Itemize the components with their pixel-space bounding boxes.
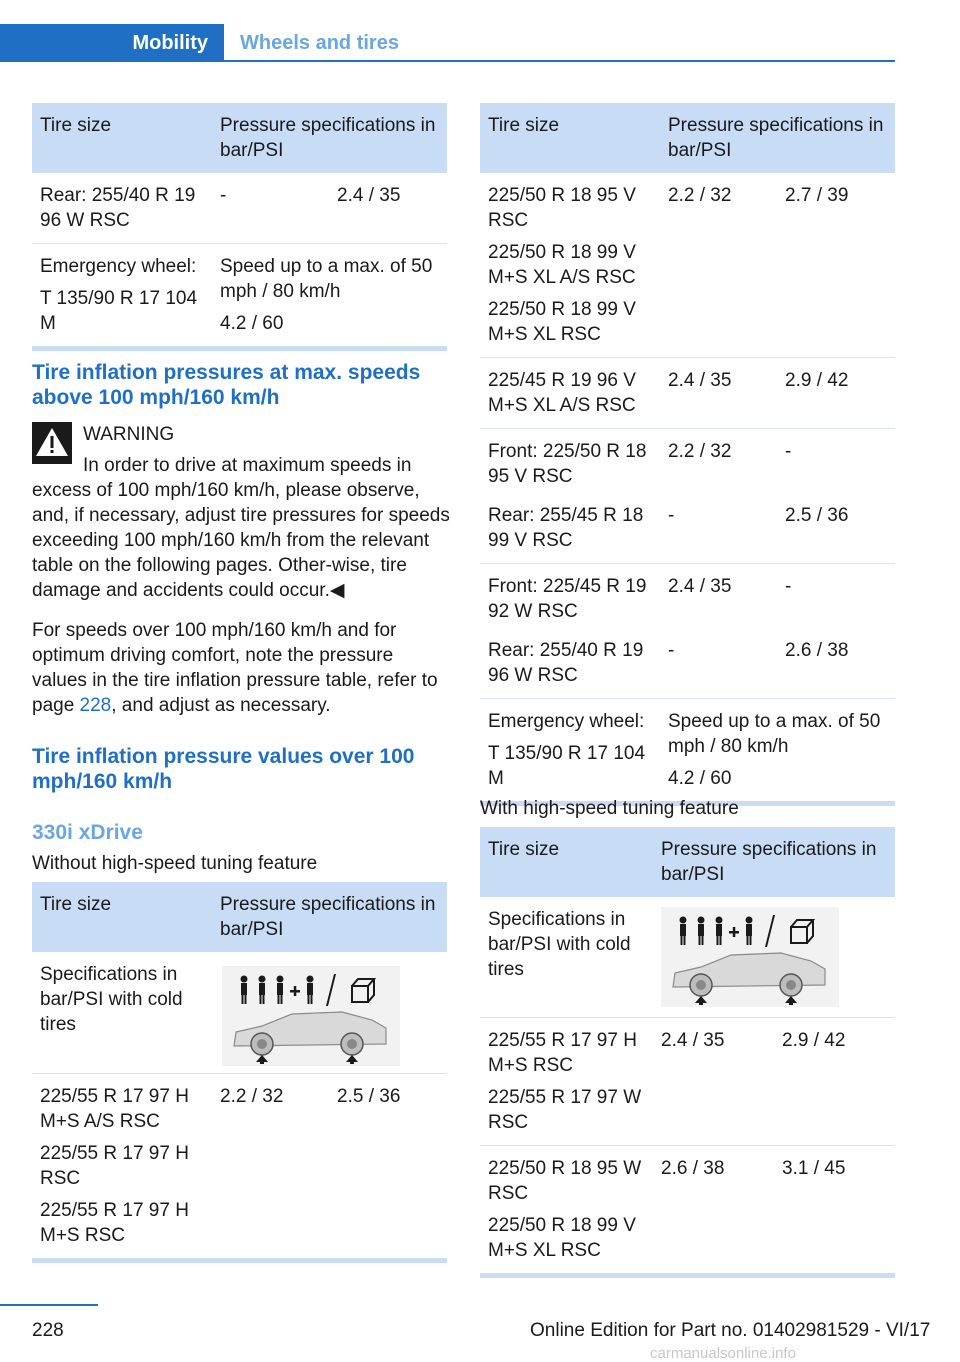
occupants-luggage-icon: [222, 966, 400, 1066]
pressure-front: 2.6 / 38: [661, 1158, 725, 1179]
tire-size: 225/50 R 18 99 V M+S XL A/S RSC: [488, 242, 636, 288]
caption-high-speed: With high-speed tuning feature: [480, 798, 739, 819]
occupancy-icon: [661, 907, 839, 1007]
model-caption: Without high-speed tuning feature: [32, 853, 318, 874]
table-row: [480, 499, 895, 564]
body-paragraph: [32, 618, 442, 718]
spec-label: Specifications in bar/PSI with cold tires: [40, 964, 183, 1035]
col-pressure: Pressure specifications in bar/PSI: [661, 839, 877, 885]
table-row: [480, 699, 895, 801]
tire-size: Front: 225/45 R 19 92 W RSC: [488, 576, 647, 622]
warning-text: [32, 453, 452, 603]
pressure-front: 2.4 / 35: [661, 1030, 725, 1051]
col-pressure: Pressure specifications in bar/PSI: [668, 115, 884, 161]
tire-size: 225/55 R 17 97 W RSC: [488, 1087, 642, 1133]
col-tire-size: Tire size: [40, 894, 112, 915]
paragraph-text: For speeds over 100 mph/160 km/h and for optimum driving comfort, note the pressure values in the tire inflation pressure table, refer to page: [32, 620, 438, 716]
table-row: [480, 1146, 895, 1273]
pressure-value: 4.2 / 60: [668, 768, 732, 789]
table-emergency-left: [32, 103, 447, 351]
table-header: [480, 103, 895, 173]
tire-size: 225/55 R 17 97 H RSC: [40, 1143, 189, 1189]
tire-size: 225/50 R 18 95 V RSC: [488, 185, 636, 231]
pressure-rear: 2.6 / 38: [785, 640, 849, 661]
table-row: [480, 358, 895, 429]
pressure-rear: 2.9 / 42: [785, 370, 849, 391]
section-heading: Tire inflation pressure values over 100 mph/160 km/h: [32, 745, 415, 793]
col-pressure: Pressure specifications in bar/PSI: [220, 115, 436, 161]
tire-size: Emergency wheel:: [488, 711, 645, 732]
pressure-front: 2.2 / 32: [220, 1086, 284, 1107]
warning-body: In order to drive at maximum speeds in excess of 100 mph/160 km/h, please observe, and, if necessary, adjust tire pressures for speeds exceeding 100 mph/160 km/h from the relevant table on the following pages. Other-wise, tire damage and accidents could occur.◀: [32, 455, 450, 601]
table-row: [480, 564, 895, 634]
table-row: [32, 173, 447, 244]
col-tire-size: Tire size: [488, 839, 560, 860]
tire-size: 225/55 R 17 97 H M+S RSC: [40, 1200, 189, 1246]
occupancy-icon: [222, 966, 400, 1066]
table-end-bar: [480, 1273, 895, 1278]
pressure-rear: 2.5 / 36: [337, 1086, 401, 1107]
tire-size: 225/50 R 18 95 W RSC: [488, 1158, 642, 1204]
table-row: [480, 1018, 895, 1146]
tire-size: Rear: 255/40 R 19 96 W RSC: [488, 640, 644, 686]
pressure-rear: 2.9 / 42: [782, 1030, 846, 1051]
page-number: 228: [32, 1320, 64, 1341]
table-row-spec: [32, 952, 447, 1074]
page-header: [0, 24, 895, 62]
tire-size: T 135/90 R 17 104 M: [40, 288, 198, 334]
header-rule: [0, 60, 895, 62]
table-header: [480, 827, 895, 897]
tire-size: 225/55 R 17 97 H M+S A/S RSC: [40, 1086, 189, 1132]
table-row: [32, 244, 447, 346]
tire-size: 225/50 R 18 99 V M+S XL RSC: [488, 299, 636, 345]
table-with-tuning: [480, 827, 895, 1278]
tire-size: Emergency wheel:: [40, 256, 197, 277]
pressure-rear: -: [785, 576, 792, 597]
section-heading: Tire inflation pressures at max. speeds above 100 mph/160 km/h: [32, 361, 421, 409]
pressure-rear: 2.4 / 35: [337, 185, 401, 206]
spec-label: Specifications in bar/PSI with cold tires: [488, 909, 631, 980]
paragraph-text: , and adjust as necessary.: [111, 695, 331, 716]
footer-rule: [0, 1304, 98, 1306]
table-row: [32, 1074, 447, 1258]
pressure-rear: -: [785, 441, 792, 462]
tire-size: Front: 225/50 R 18 95 V RSC: [488, 441, 647, 487]
pressure-front: -: [220, 185, 227, 206]
pressure-front: 2.2 / 32: [668, 441, 732, 462]
tire-size: Rear: 255/45 R 18 99 V RSC: [488, 505, 644, 551]
pressure-value: 4.2 / 60: [220, 313, 284, 334]
pressure-front: -: [668, 505, 675, 526]
col-tire-size: Tire size: [488, 115, 560, 136]
table-header: [32, 103, 447, 173]
pressure-front: 2.2 / 32: [668, 185, 732, 206]
tire-size: 225/50 R 18 99 V M+S XL RSC: [488, 1215, 636, 1261]
tire-size: 225/55 R 17 97 H M+S RSC: [488, 1030, 637, 1076]
pressure-front: 2.4 / 35: [668, 370, 732, 391]
pressure-rear: 2.5 / 36: [785, 505, 849, 526]
tire-size: 225/45 R 19 96 V M+S XL A/S RSC: [488, 370, 636, 416]
table-end-bar: [32, 346, 447, 351]
watermark: carmanualsonline.info: [650, 1345, 796, 1362]
speed-note: Speed up to a max. of 50 mph / 80 km/h: [668, 711, 881, 757]
table-row-spec: [480, 897, 895, 1018]
table-without-tuning: [32, 882, 447, 1263]
table-row: [480, 173, 895, 358]
pressure-rear: 3.1 / 45: [782, 1158, 846, 1179]
pressure-rear: 2.7 / 39: [785, 185, 849, 206]
pressure-front: 2.4 / 35: [668, 576, 732, 597]
table-right-pressures: [480, 103, 895, 806]
tire-size: T 135/90 R 17 104 M: [488, 743, 646, 789]
col-tire-size: Tire size: [40, 115, 112, 136]
warning-label: WARNING: [83, 424, 175, 445]
col-pressure: Pressure specifications in bar/PSI: [220, 894, 436, 940]
table-row: [480, 634, 895, 699]
tire-size: Rear: 255/40 R 19 96 W RSC: [40, 185, 196, 231]
table-row: [480, 429, 895, 499]
pressure-front: -: [668, 640, 675, 661]
table-header: [32, 882, 447, 952]
header-section: Mobility: [0, 24, 224, 62]
page-link[interactable]: 228: [79, 695, 112, 716]
edition-label: Online Edition for Part no. 01402981529 - VI/17: [530, 1320, 931, 1341]
speed-note: Speed up to a max. of 50 mph / 80 km/h: [220, 256, 433, 302]
model-heading: 330i xDrive: [32, 821, 143, 844]
occupants-luggage-icon: [661, 907, 839, 1007]
header-subsection: Wheels and tires: [240, 32, 399, 54]
table-end-bar: [32, 1258, 447, 1263]
